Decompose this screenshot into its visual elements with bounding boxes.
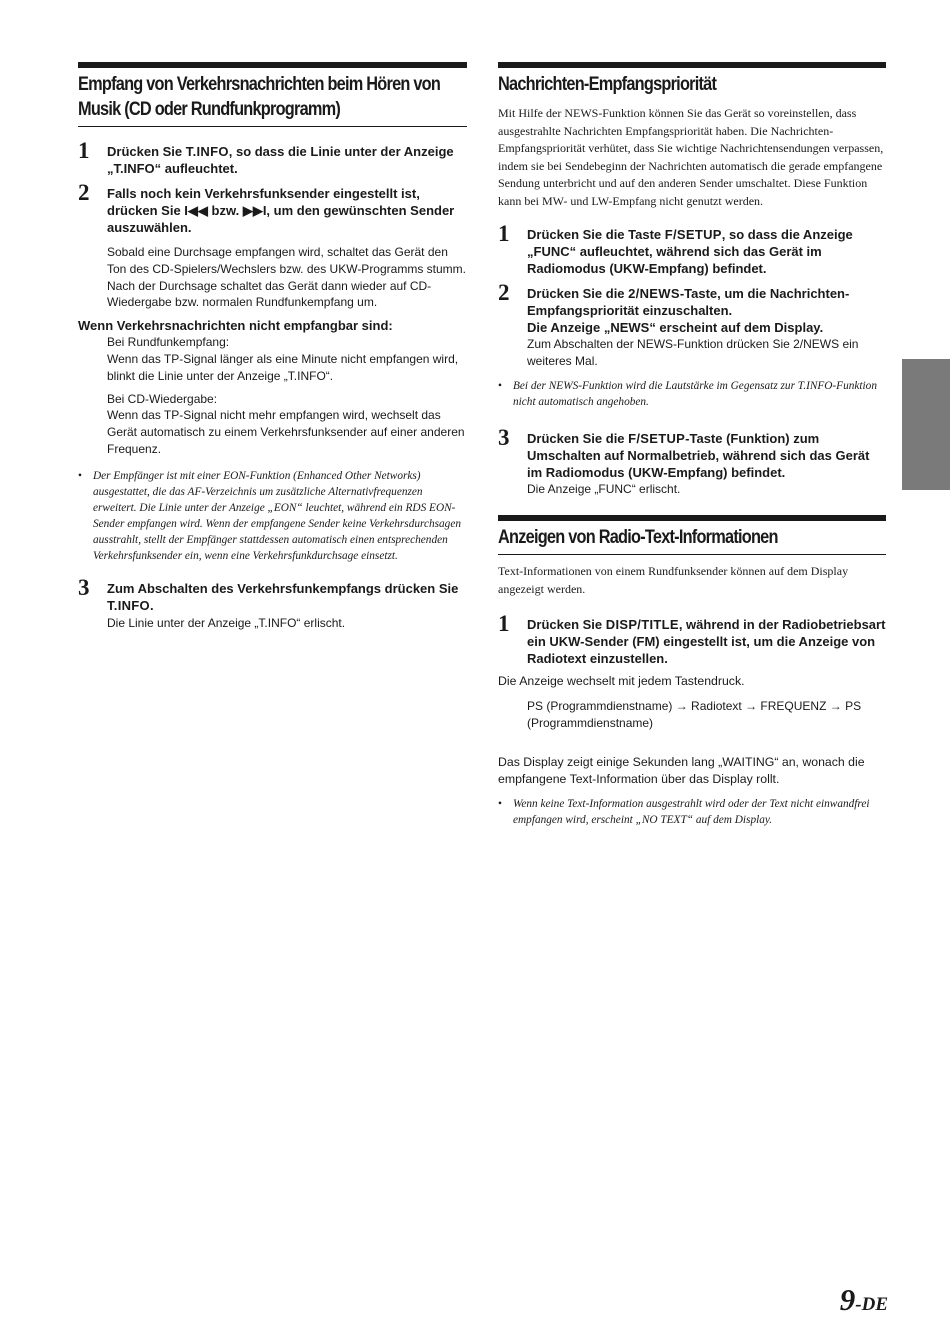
step-number: 3: [78, 574, 90, 600]
note-radiotext: • Wenn keine Text-Information ausgestrahlt wird oder der Text nicht einwandfrei empfangen wird, erscheint „NO TEXT“ auf dem Display.: [498, 797, 870, 826]
waiting-text: Das Display zeigt einige Sekunden lang „WAITING“ an, wonach die empfangene Text-Information über das Display rollt.: [498, 754, 865, 786]
note-news: • Bei der NEWS-Funktion wird die Lautstärke im Gegensatz zur T.INFO-Funktion nicht automatisch angehoben.: [498, 379, 877, 408]
case-radio: Bei Rundfunkempfang: Wenn das TP-Signal länger als eine Minute nicht empfangen wird, blinkt die Linie unter der Anzeige „T.INFO“.: [107, 335, 459, 383]
step-1-traffic: 1 Drücken Sie T.INFO, so dass die Linie unter der Anzeige „T.INFO“ aufleuchtet.: [78, 138, 454, 176]
step-number: 1: [498, 221, 510, 246]
key-label: F/SETUP: [664, 227, 722, 242]
note-eon: • Der Empfänger ist mit einer EON-Funktion (Enhanced Other Networks) ausgestattet, die das AF-Verzeichnis um zusätzliche Alternativfrequenzen erweitert. Die Linie unter der Anzeige „EON“ leuchtet, während ein RDS EON-Sender empfangen wird. Wenn der empfangene Sender keine Verkehrsdurchsagen ausstrahlt, stellt der Empfänger stattdessen automatisch einen entsprechenden Verkehrsfunksender ein, wenn eine Verkehrsfunkdurchsage einsetzt.: [78, 469, 461, 562]
display-sequence: PS (Programmdienstname) → Radiotext → FREQUENZ → PS (Programmdienstname): [527, 699, 862, 731]
step-2-news: 2 Drücken Sie die 2/NEWS-Taste, um die Nachrichten-Empfangspriorität einzuschalten. Die Anzeige „NEWS“ erscheint auf dem Display. Zum Abschalten der NEWS-Funktion drücken Sie 2/NEWS ein weiteres Mal.: [498, 280, 859, 368]
key-label: T.INFO: [185, 144, 229, 159]
section-title-traffic: Empfang von Verkehrsnachrichten beim Hören von Musik (CD oder Rundfunkprogramm): [78, 74, 441, 120]
step-3-traffic: 3 Zum Abschalten des Verkehrsfunkempfangs drücken Sie T.INFO. Die Linie unter der Anzeige „T.INFO“ erlischt.: [78, 574, 459, 630]
section-header-news: [498, 62, 886, 99]
section-header-radiotext: [498, 515, 886, 555]
section-header-traffic: [78, 62, 467, 127]
side-thumb-tab: [902, 359, 950, 490]
key-label: DISP/TITLE: [605, 617, 679, 633]
step-1-radiotext: 1 Drücken Sie DISP/TITLE, während in der Radiobetriebsart ein UKW-Sender (FM) eingestellt ist, um die Anzeige von Radiotext einzustellen.: [498, 611, 886, 667]
bullet: •: [498, 797, 502, 810]
step-number: 3: [498, 424, 510, 450]
step-number: 1: [78, 138, 90, 163]
subheading-not-receivable: Wenn Verkehrsnachrichten nicht empfangbar sind:: [78, 318, 393, 334]
case-cd: Bei CD-Wiedergabe: Wenn das TP-Signal nicht mehr empfangen wird, wechselt das Gerät automatisch zu einem Verkehrsfunksender auf einer anderen Frequenz.: [107, 391, 465, 456]
section-title-radiotext: Anzeigen von Radio-Text-Informationen: [498, 527, 778, 549]
display-change-text: Die Anzeige wechselt mit jedem Tastendruck.: [498, 674, 745, 689]
key-label: T.INFO: [107, 597, 150, 613]
bullet: •: [498, 379, 502, 392]
step-number: 2: [78, 180, 90, 205]
bullet: •: [78, 469, 82, 482]
step-1-news: 1 Drücken Sie die Taste F/SETUP, so dass die Anzeige „FUNC“ aufleuchtet, während sich das Gerät im Radiomodus (UKW-Empfang) befindet.: [498, 221, 853, 276]
step-number: 1: [498, 611, 510, 637]
step-2-traffic: 2 Falls noch kein Verkehrsfunksender eingestellt ist, drücken Sie I◀◀ bzw. ▶▶I, um den gewünschten Sender auszuwählen. Sobald eine Durchsage empfangen wird, schaltet das Gerät den Ton des CD-Spielers/Wechslers bzw. des UKW-Programms stumm. Nach der Durchsage schaltet das Gerät dann wieder auf CD-Wiedergabe bzw. normalen Rundfunkempfang um.: [78, 180, 466, 310]
left-column: [78, 62, 467, 632]
step-number: 2: [498, 280, 510, 305]
step-3-news: 3 Drücken Sie die F/SETUP-Taste (Funktion) zum Umschalten auf Normalbetrieb, während sich das Gerät im Radiomodus (UKW-Empfang) befindet. Die Anzeige „FUNC“ erlischt.: [498, 424, 870, 496]
intro-news: Mit Hilfe der NEWS-Funktion können Sie das Gerät so voreinstellen, dass ausgestrahlte Nachrichten Empfangspriorität haben. Die Nachrichten-Empfangspriorität verhütet, dass Sie wichtige Nachrichtensendungen verpassen, indem sie bei Sendebeginn der Nachrichten automatisch die gerade empfangene Sendung unterbricht und auf den anderen Sender umschaltet. Diese Funktion kann bei MW- und LW-Empfang nicht genutzt werden.: [498, 106, 884, 208]
intro-radiotext: Text-Informationen von einem Rundfunksender können auf dem Display angezeigt werden.: [498, 564, 849, 596]
section-title-news: Nachrichten-Empfangspriorität: [498, 74, 717, 95]
key-label: 2/NEWS: [628, 286, 680, 301]
right-column: [498, 62, 886, 828]
page-number: 9-DE: [839, 1282, 888, 1317]
key-label: F/SETUP: [628, 430, 686, 446]
